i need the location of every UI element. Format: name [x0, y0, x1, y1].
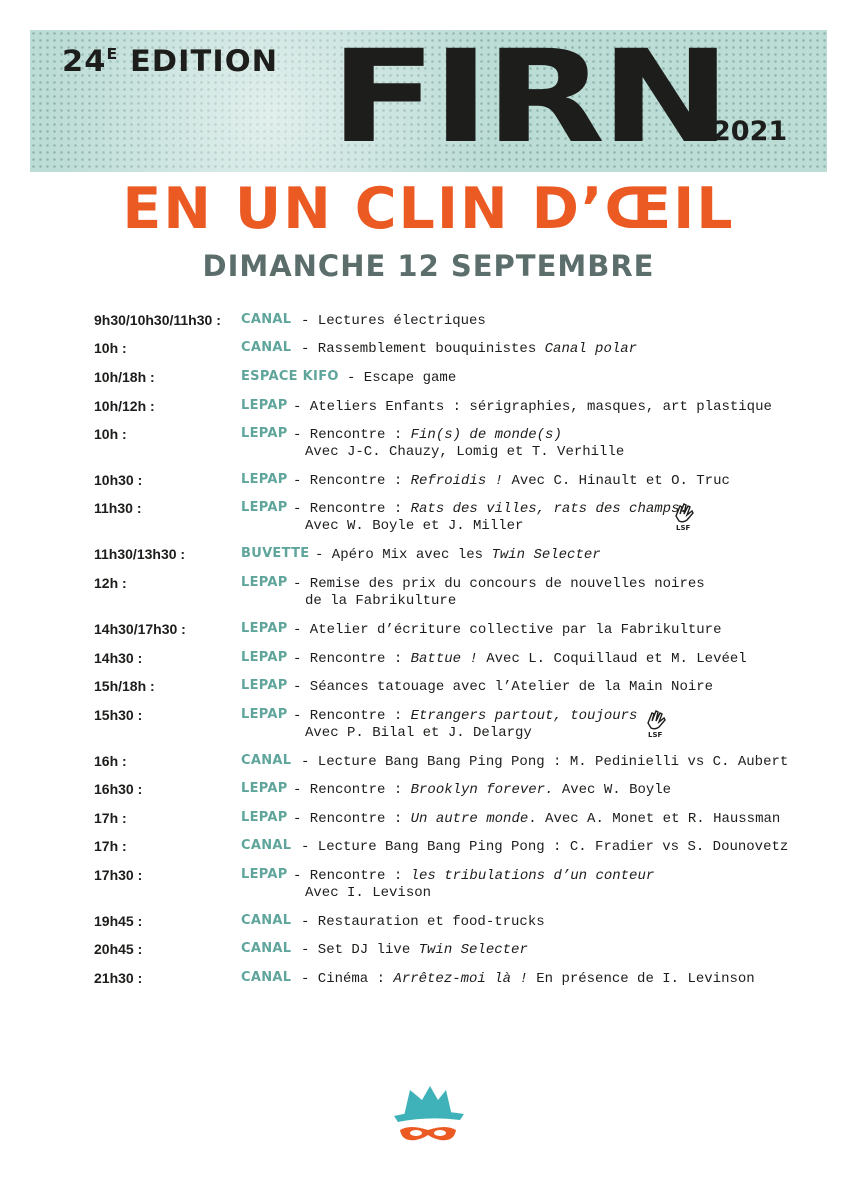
- description-text: - Rencontre :: [293, 473, 411, 489]
- event-date: DIMANCHE 12 SEPTEMBRE: [202, 249, 655, 283]
- schedule-venue: LEPAP: [241, 650, 288, 665]
- schedule-description: [301, 754, 788, 771]
- description-text: - Rencontre :: [293, 427, 411, 443]
- schedule-description: [301, 942, 528, 959]
- description-text: - Rencontre :: [293, 811, 411, 827]
- lsf-label: LSF: [648, 731, 663, 739]
- schedule-venue: LEPAP: [241, 678, 288, 693]
- schedule-venue: CANAL: [241, 312, 292, 327]
- schedule-venue: LEPAP: [241, 575, 288, 590]
- description-text: - Restauration et food-trucks: [301, 914, 545, 930]
- schedule-venue: CANAL: [241, 340, 292, 355]
- description-title: Arrêtez-moi là !: [393, 971, 528, 987]
- description-title: Battue !: [410, 651, 478, 667]
- schedule-description: [293, 427, 624, 461]
- description-after: . Avec A. Monet et R. Haussman: [528, 811, 781, 827]
- schedule-venue: CANAL: [241, 838, 292, 853]
- schedule-venue: LEPAP: [241, 867, 288, 882]
- schedule-time: 10h/12h :: [94, 398, 155, 414]
- schedule-time: 21h30 :: [94, 970, 143, 986]
- header-banner: [30, 30, 827, 172]
- schedule-description: [293, 651, 747, 668]
- description-text: - Séances tatouage avec l’Atelier de la Main Noire: [293, 679, 714, 695]
- schedule-description: [293, 811, 780, 828]
- description-second-line: de la Fabrikulture: [305, 593, 457, 609]
- schedule-description: [293, 576, 705, 610]
- description-text: - Rencontre :: [293, 651, 411, 667]
- festival-year: 2021: [712, 116, 788, 147]
- schedule-description: [293, 622, 721, 639]
- schedule-description: [347, 370, 456, 387]
- edition-word: EDITION: [129, 44, 279, 78]
- description-text: - Cinéma :: [301, 971, 394, 987]
- description-after: Avec W. Boyle: [553, 782, 672, 798]
- schedule-description: [301, 971, 755, 988]
- edition-number: 24: [62, 44, 107, 78]
- schedule-venue: ESPACE KIFO: [241, 369, 339, 384]
- schedule-time: 10h :: [94, 340, 127, 356]
- schedule-venue: LEPAP: [241, 398, 288, 413]
- page-headline: EN UN CLIN D’ŒIL: [122, 176, 735, 242]
- schedule-venue: BUVETTE: [241, 546, 310, 561]
- description-text: - Set DJ live: [301, 942, 419, 958]
- description-second-line: Avec W. Boyle et J. Miller: [305, 518, 524, 534]
- schedule-venue: LEPAP: [241, 810, 288, 825]
- schedule-time: 17h :: [94, 838, 127, 854]
- description-text: - Remise des prix du concours de nouvelles noires: [293, 576, 705, 592]
- schedule-time: 12h :: [94, 575, 127, 591]
- description-after: Avec L. Coquillaud et M. Levéel: [477, 651, 747, 667]
- schedule-description: [301, 313, 486, 330]
- schedule-description: [293, 868, 654, 902]
- sign-language-icon: [670, 502, 698, 532]
- sign-language-icon: [642, 709, 670, 739]
- schedule-time: 10h30 :: [94, 472, 143, 488]
- schedule-description: [293, 782, 671, 799]
- schedule-description: [293, 708, 637, 742]
- schedule-venue: LEPAP: [241, 781, 288, 796]
- schedule-time: 17h :: [94, 810, 127, 826]
- schedule-time: 15h30 :: [94, 707, 143, 723]
- schedule-time: 10h/18h :: [94, 369, 155, 385]
- description-after: En présence de I. Levinson: [527, 971, 755, 987]
- schedule-time: 11h30/13h30 :: [94, 546, 186, 562]
- description-text: - Ateliers Enfants : sérigraphies, masques, art plastique: [293, 399, 772, 415]
- schedule-time: 9h30/10h30/11h30 :: [94, 312, 221, 328]
- schedule-time: 20h45 :: [94, 941, 143, 957]
- schedule-time: 17h30 :: [94, 867, 143, 883]
- schedule-description: [293, 501, 688, 535]
- description-after: Avec C. Hinault et O. Truc: [503, 473, 730, 489]
- edition-label: [62, 44, 278, 78]
- schedule-venue: LEPAP: [241, 707, 288, 722]
- description-title: Refroidis !: [410, 473, 504, 489]
- schedule-description: [293, 399, 772, 416]
- description-title: Twin Selecter: [491, 547, 601, 563]
- description-text: - Apéro Mix avec les: [315, 547, 492, 563]
- schedule-description: [301, 341, 637, 358]
- schedule-time: 10h :: [94, 426, 127, 442]
- schedule-description: [301, 839, 788, 856]
- description-text: - Escape game: [347, 370, 457, 386]
- hat-mask-mascot-icon: [388, 1078, 468, 1148]
- description-title: Twin Selecter: [418, 942, 528, 958]
- description-text: - Rencontre :: [293, 868, 411, 884]
- description-title: Fin(s) de monde(s): [410, 427, 562, 443]
- lsf-label: LSF: [676, 524, 691, 532]
- description-title: Un autre monde: [410, 811, 529, 827]
- description-text: - Rassemblement bouquinistes: [301, 341, 545, 357]
- schedule-description: [301, 914, 545, 931]
- description-text: - Lecture Bang Bang Ping Pong : C. Fradier vs S. Dounovetz: [301, 839, 789, 855]
- schedule-venue: CANAL: [241, 970, 292, 985]
- description-text: - Atelier d’écriture collective par la Fabrikulture: [293, 622, 722, 638]
- description-title: Rats des villes, rats des champs.: [410, 501, 688, 517]
- schedule-venue: LEPAP: [241, 621, 288, 636]
- description-title: les tribulations d’un conteur: [410, 868, 655, 884]
- description-text: - Rencontre :: [293, 501, 411, 517]
- schedule-time: 19h45 :: [94, 913, 143, 929]
- edition-superscript: E: [106, 45, 119, 63]
- schedule-venue: CANAL: [241, 913, 292, 928]
- schedule-time: 16h :: [94, 753, 127, 769]
- schedule-venue: LEPAP: [241, 472, 288, 487]
- schedule-time: 15h/18h :: [94, 678, 155, 694]
- description-text: - Rencontre :: [293, 708, 411, 724]
- schedule-venue: CANAL: [241, 753, 292, 768]
- schedule-time: 16h30 :: [94, 781, 143, 797]
- schedule-time: 11h30 :: [94, 500, 142, 516]
- schedule-venue: LEPAP: [241, 500, 288, 515]
- description-title: Etrangers partout, toujours: [410, 708, 638, 724]
- schedule-venue: CANAL: [241, 941, 292, 956]
- schedule-venue: LEPAP: [241, 426, 288, 441]
- schedule-time: 14h30 :: [94, 650, 143, 666]
- schedule-time: 14h30/17h30 :: [94, 621, 186, 637]
- description-second-line: Avec J-C. Chauzy, Lomig et T. Verhille: [305, 444, 625, 460]
- description-second-line: Avec P. Bilal et J. Delargy: [305, 725, 532, 741]
- schedule-description: [315, 547, 601, 564]
- description-second-line: Avec I. Levison: [305, 885, 432, 901]
- schedule-description: [293, 679, 713, 696]
- schedule-description: [293, 473, 730, 490]
- description-title: Canal polar: [544, 341, 638, 357]
- description-text: - Rencontre :: [293, 782, 411, 798]
- festival-logo-text: FIRN: [330, 30, 727, 172]
- description-text: - Lectures électriques: [301, 313, 486, 329]
- description-text: - Lecture Bang Bang Ping Pong : M. Pedinielli vs C. Aubert: [301, 754, 789, 770]
- description-title: Brooklyn forever.: [410, 782, 554, 798]
